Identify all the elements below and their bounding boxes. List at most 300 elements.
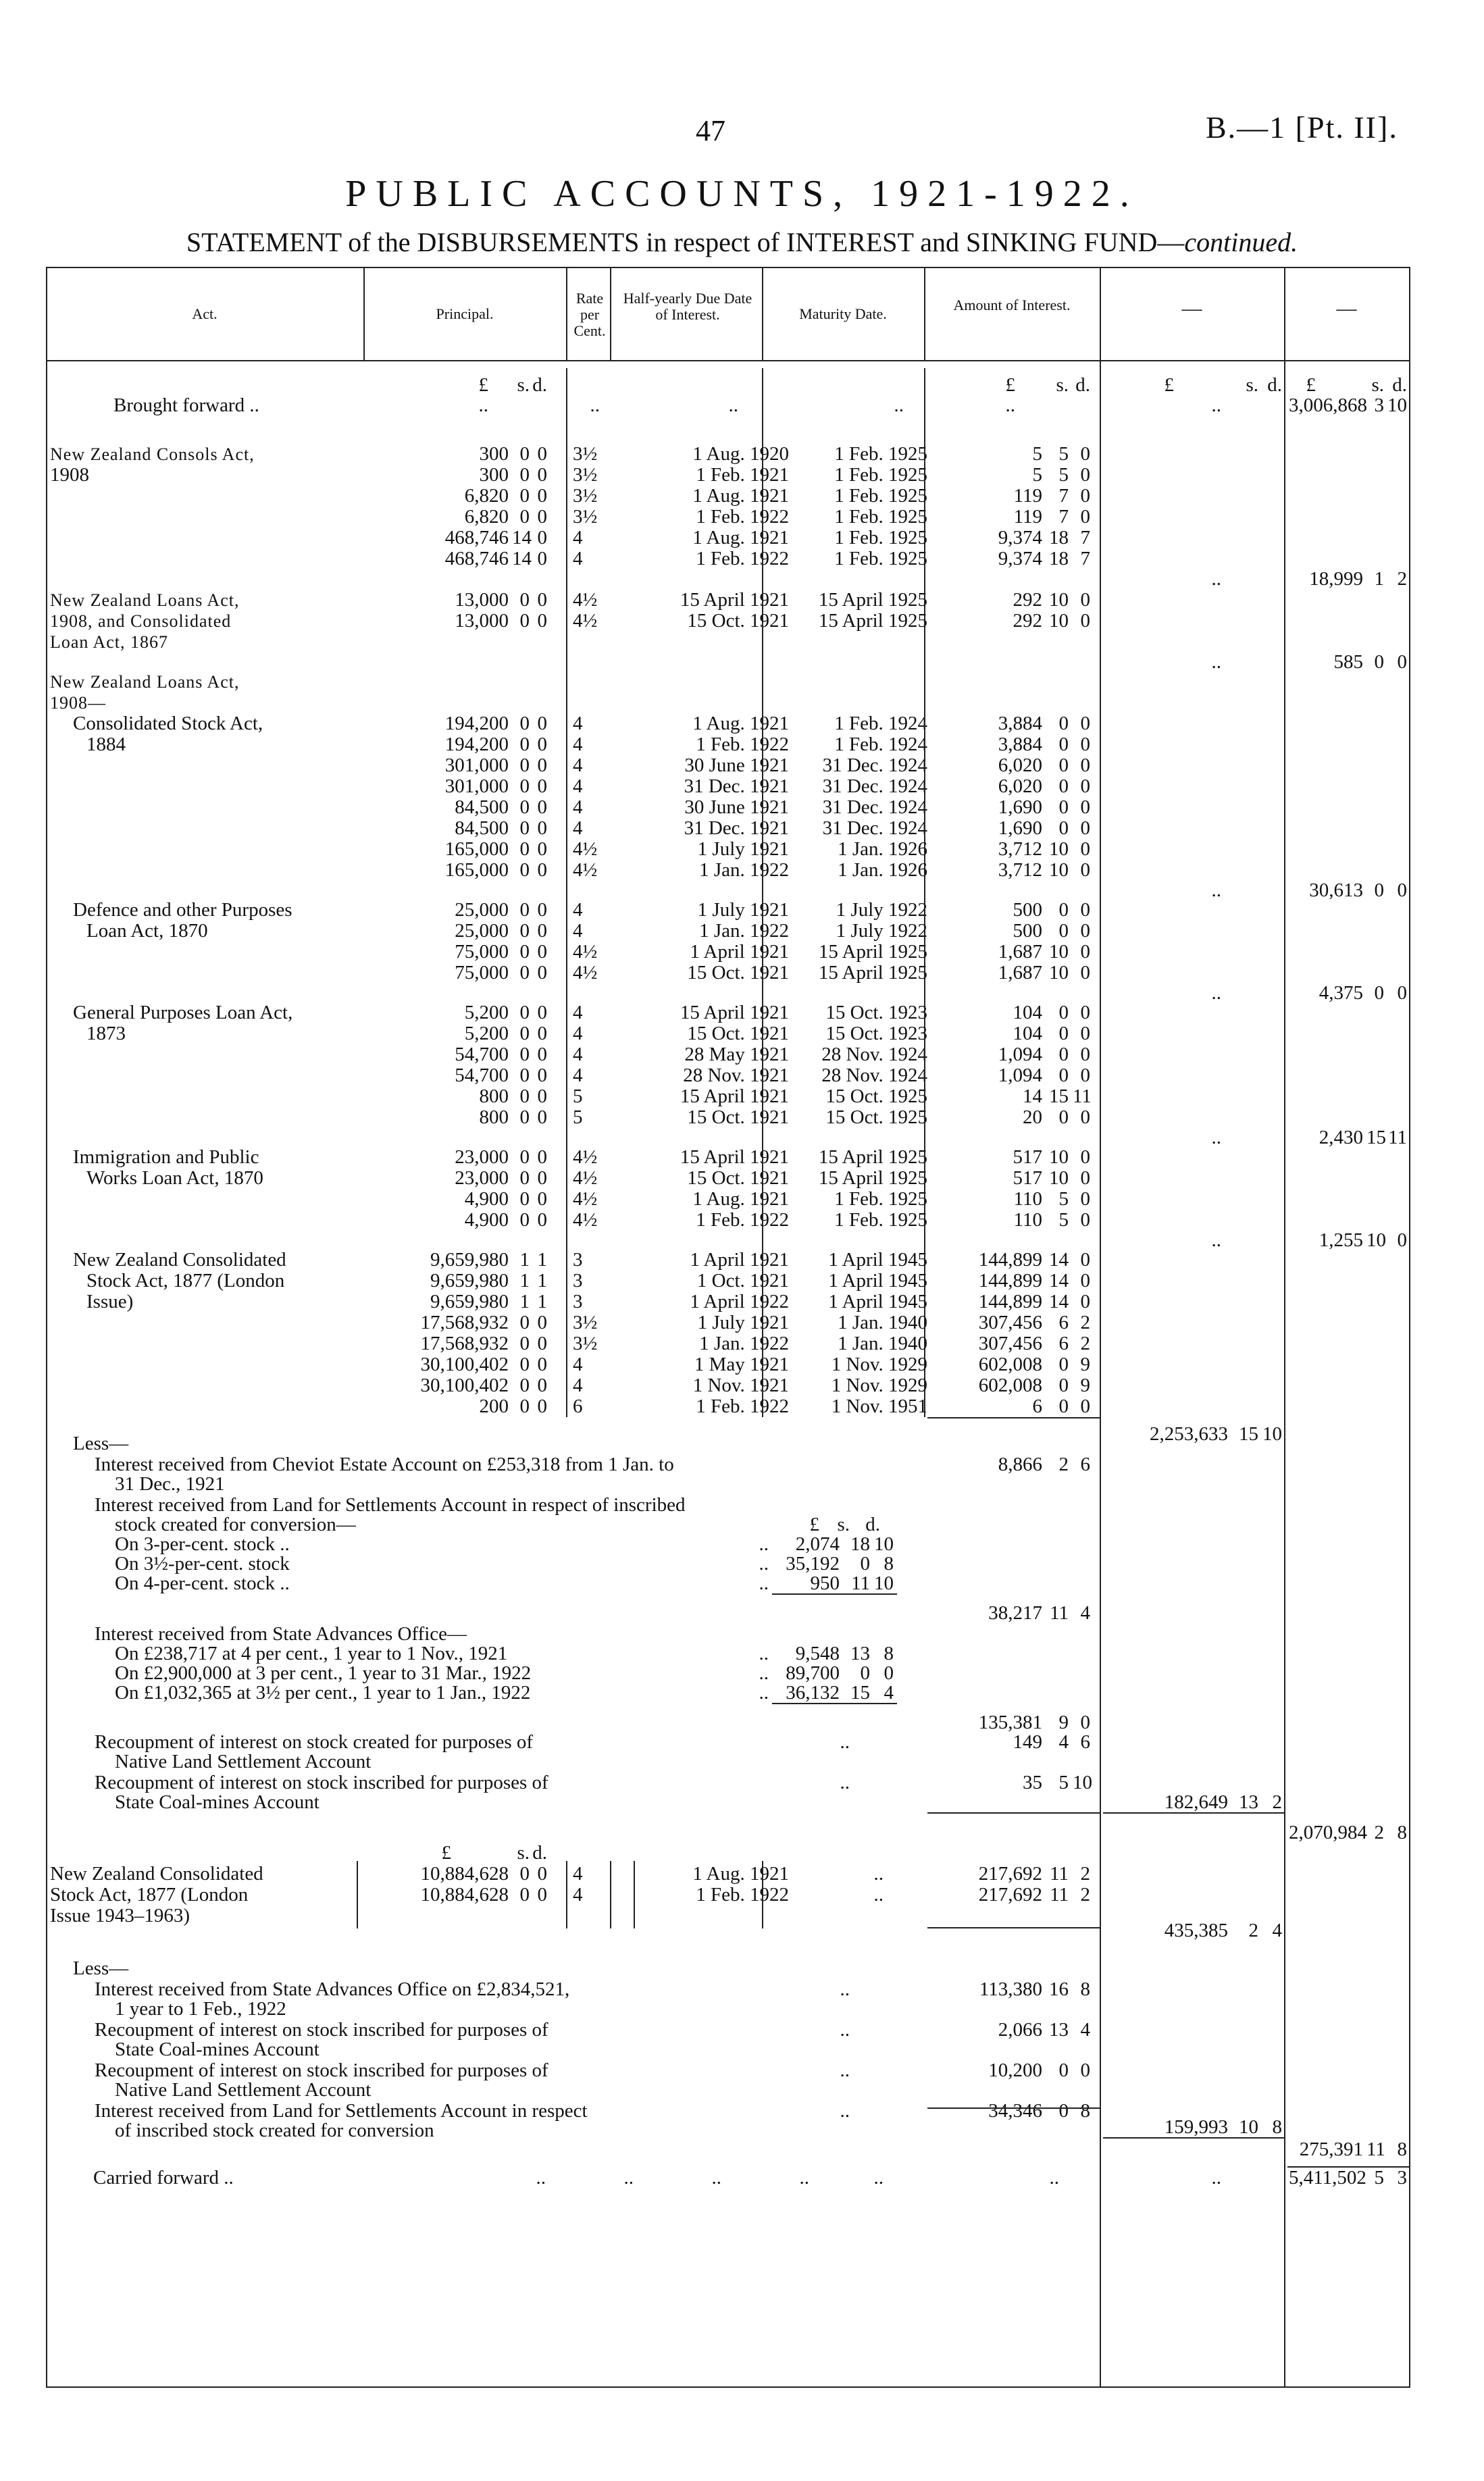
table-row [46, 1210, 1410, 1231]
interest-amount-pounds: 217,692 [978, 1884, 1042, 1905]
principal-pence: 0 [537, 527, 547, 548]
subtitle-text: STATEMENT of the DISBURSEMENTS in respect of INTEREST and SINKING FUND— [186, 227, 1185, 257]
dots: .. [759, 1643, 769, 1664]
due-date: 1 Aug. 1920 [692, 443, 789, 465]
table-row [46, 900, 1410, 921]
less-row [46, 1663, 1410, 1684]
act-name: 1908, and Consolidated [50, 611, 232, 631]
sao-total-pence: 0 [1080, 1712, 1090, 1733]
less2-total-pounds: 159,993 [1164, 2116, 1228, 2138]
group-total-pounds: 30,613 [1309, 879, 1363, 901]
principal-unit-pounds: £ [478, 374, 488, 396]
less-row [46, 1573, 1410, 1594]
dots: .. [840, 2100, 850, 2122]
act-name: New Zealand Loans Act, [50, 672, 240, 692]
due-date: 15 April 1921 [680, 1085, 789, 1107]
rate: 4 [573, 1023, 583, 1044]
due-date: 1 July 1921 [697, 1312, 789, 1333]
act-name: General Purposes Loan Act, [73, 1002, 293, 1023]
less2-amount-shillings: 16 [1049, 1978, 1069, 2000]
table-row [46, 1189, 1410, 1210]
principal-pounds: 6,820 [464, 485, 509, 507]
principal-shillings: 0 [519, 859, 530, 881]
interest-amount-pounds: 110 [1013, 1209, 1042, 1231]
principal-shillings: 0 [519, 962, 530, 983]
rate: 4½ [573, 1146, 598, 1168]
sao-item-label: On £1,032,365 at 3½ per cent., 1 year to 1 Jan., 1922 [115, 1682, 531, 1704]
header-col7: — [1181, 297, 1202, 319]
interest-amount-pounds: 5 [1032, 464, 1042, 486]
principal-pounds: 17,568,932 [420, 1333, 509, 1354]
lands-item-pounds: 2,074 [795, 1533, 840, 1555]
rule [566, 368, 567, 1417]
interest-amount-pence: 0 [1080, 775, 1090, 797]
principal-pence: 0 [537, 899, 547, 921]
maturity-date: 15 Oct. 1923 [825, 1002, 927, 1023]
interest-amount-pounds: 119 [1013, 485, 1042, 507]
due-date: 15 April 1921 [680, 1146, 789, 1168]
interest-amount-pence: 0 [1080, 1065, 1090, 1086]
principal-shillings: 0 [519, 443, 530, 465]
due-date: 1 July 1921 [697, 899, 789, 921]
table-row [46, 942, 1410, 963]
less-native-cont: Native Land Settlement Account [115, 1751, 372, 1772]
native-amount-pounds: 149 [1013, 1731, 1042, 1753]
interest-amount-shillings: 10 [1049, 859, 1069, 881]
due-date: 1 Feb. 1922 [696, 1209, 789, 1231]
table-row [46, 1086, 1410, 1107]
maturity-date: 31 Dec. 1924 [822, 775, 927, 797]
principal-pence: 0 [537, 1396, 547, 1417]
principal-pounds: 301,000 [444, 775, 509, 797]
lands-item-shillings: 18 [850, 1533, 870, 1555]
interest-amount-pence: 0 [1080, 796, 1090, 818]
interest-amount-shillings: 15 [1049, 1085, 1069, 1107]
principal-pounds: 800 [479, 1085, 509, 1107]
maturity-date: 1 April 1945 [828, 1270, 927, 1291]
due-date: 1 Oct. 1921 [696, 1270, 789, 1291]
interest-amount-pounds: 3,712 [998, 838, 1042, 860]
principal-pounds: 300 [479, 464, 509, 486]
dots: .. [1049, 2167, 1059, 2189]
interest-amount-pounds: 9,374 [998, 527, 1042, 548]
group-total-pence: 0 [1397, 982, 1407, 1004]
principal-pounds: 4,900 [464, 1188, 509, 1210]
act-name: 1908— [50, 693, 106, 713]
brought-forward-total-pence: 10 [1387, 394, 1407, 416]
group-total-shillings: 0 [1374, 879, 1384, 901]
principal-pence: 0 [537, 1085, 547, 1107]
principal-shillings: 0 [519, 775, 530, 797]
rate: 4 [573, 1863, 583, 1885]
dots: .. [1211, 568, 1221, 590]
principal-unit-pence: d. [532, 374, 547, 396]
due-date: 28 Nov. 1921 [683, 1065, 789, 1086]
less-row [46, 2020, 1410, 2041]
interest-amount-pounds: 110 [1013, 1188, 1042, 1210]
principal-pounds: 54,700 [455, 1065, 509, 1086]
principal-pence: 0 [537, 610, 547, 632]
cheviot-amount-pounds: 8,866 [998, 1454, 1042, 1475]
due-date: 1 Feb. 1922 [696, 506, 789, 528]
principal-pence: 0 [537, 1333, 547, 1354]
header-maturity: Maturity Date. [799, 305, 887, 322]
less2-amount-pounds: 2,066 [998, 2019, 1042, 2041]
principal-shillings: 0 [519, 817, 530, 839]
less2-item-cont: State Coal-mines Account [115, 2039, 319, 2060]
maturity-date: 1 Feb. 1925 [834, 464, 927, 486]
due-date: 1 Feb. 1922 [696, 548, 789, 569]
dots: .. [759, 1533, 769, 1555]
interest-amount-shillings: 5 [1058, 1188, 1069, 1210]
maturity-date: 1 Nov. 1951 [831, 1396, 927, 1417]
less-sao: Interest received from State Advances Office— [95, 1623, 467, 1645]
principal-shillings: 1 [519, 1249, 530, 1271]
act-name: New Zealand Consols Act, [50, 444, 255, 464]
principal-shillings: 0 [519, 1333, 530, 1354]
interest-amount-pence: 7 [1080, 548, 1090, 569]
table-row [46, 860, 1410, 881]
less2-amount-pounds: 34,346 [988, 2100, 1042, 2122]
dots: .. [894, 394, 904, 416]
principal-pounds: 194,200 [444, 713, 509, 734]
lands-item-shillings: 11 [851, 1572, 870, 1594]
interest-amount-pence: 0 [1080, 962, 1090, 983]
less-native: Recoupment of interest on stock created for purposes of [95, 1731, 534, 1753]
sao-item-pence: 0 [884, 1662, 894, 1684]
dots: .. [873, 1884, 884, 1905]
lands-item-pence: 8 [884, 1553, 894, 1575]
maturity-date: 15 April 1925 [818, 962, 927, 983]
group-total-pence: 0 [1397, 1229, 1407, 1251]
maturity-date: 1 April 1945 [828, 1249, 927, 1271]
maturity-date: 1 Jan. 1940 [838, 1333, 927, 1354]
units-row [46, 375, 1410, 396]
header-due-date: Half-yearly Due Date of Interest. [623, 290, 752, 323]
principal-shillings: 0 [519, 610, 530, 632]
table-row [46, 632, 1410, 653]
less1-total-pounds: 182,649 [1164, 1791, 1228, 1813]
maturity-date: 15 April 1925 [818, 1146, 927, 1168]
principal-shillings: 0 [519, 485, 530, 507]
interest-amount-shillings: 11 [1050, 1884, 1069, 1905]
less-row [46, 1683, 1410, 1704]
col8-unit-shillings: s. [1371, 374, 1384, 396]
principal-shillings: 1 [519, 1270, 530, 1291]
due-date: 30 June 1921 [684, 754, 789, 776]
rule [772, 1703, 897, 1704]
lands-total-pence: 4 [1080, 1602, 1090, 1624]
due-date: 15 Oct. 1921 [687, 1167, 789, 1189]
less-label: Less— [73, 1958, 129, 1979]
dots: .. [1211, 982, 1221, 1004]
subtitle-continued: continued. [1184, 227, 1298, 257]
interest-amount-pence: 2 [1080, 1333, 1090, 1354]
subtotal-1-shillings: 15 [1239, 1423, 1258, 1445]
less2-total-pence: 8 [1272, 2116, 1282, 2138]
sao-item-pence: 8 [884, 1643, 894, 1664]
principal-pounds: 5,200 [464, 1023, 509, 1044]
principal-pence: 0 [537, 1002, 547, 1023]
maturity-date: 28 Nov. 1924 [821, 1044, 927, 1065]
interest-amount-pounds: 602,008 [978, 1375, 1042, 1396]
interest-amount-shillings: 14 [1049, 1270, 1069, 1291]
interest-amount-pence: 0 [1080, 838, 1090, 860]
less-row [46, 1732, 1410, 1753]
dots: .. [840, 1978, 850, 2000]
interest-amount-pence: 0 [1080, 920, 1090, 942]
sao-item-pounds: 9,548 [795, 1643, 840, 1664]
table-row [46, 444, 1410, 465]
principal-pence: 0 [537, 838, 547, 860]
col7-unit-shillings: s. [1246, 374, 1258, 396]
principal-pounds: 75,000 [455, 941, 509, 963]
rate: 3½ [573, 464, 598, 486]
less-row [46, 1979, 1410, 2000]
less1-total-shillings: 13 [1239, 1791, 1258, 1813]
less2-amount-pence: 8 [1080, 2100, 1090, 2122]
less-label-row [46, 1433, 1410, 1454]
interest-amount-shillings: 0 [1058, 1044, 1069, 1065]
less2-amount-pence: 0 [1080, 2060, 1090, 2081]
maturity-date: 15 April 1925 [818, 610, 927, 632]
less-row [46, 1534, 1410, 1555]
act-name: Immigration and Public [73, 1146, 259, 1168]
interest-amount-shillings: 18 [1049, 548, 1069, 569]
interest-amount-pounds: 104 [1013, 1023, 1042, 1044]
less-row [46, 1999, 1410, 2020]
dots: .. [840, 2060, 850, 2081]
act-name: 1908 [50, 464, 89, 486]
interest-amount-shillings: 6 [1058, 1312, 1069, 1333]
principal-pounds: 4,900 [464, 1209, 509, 1231]
maturity-date: 1 Feb. 1925 [834, 1188, 927, 1210]
maturity-date: 15 Oct. 1923 [825, 1023, 927, 1044]
carried-forward-label: Carried forward .. [93, 2167, 234, 2189]
interest-amount-pounds: 517 [1013, 1167, 1042, 1189]
principal-shillings: 0 [519, 1354, 530, 1375]
interest-amount-shillings: 10 [1049, 589, 1069, 611]
cheviot-amount-shillings: 2 [1058, 1454, 1069, 1475]
interest-amount-pounds: 307,456 [978, 1312, 1042, 1333]
act-name: Consolidated Stock Act, [73, 713, 263, 734]
principal-shillings: 0 [519, 920, 530, 942]
rate: 3 [573, 1249, 583, 1271]
principal-pence: 0 [537, 962, 547, 983]
maturity-date: 1 Feb. 1924 [834, 713, 927, 734]
less2-item-cont: 1 year to 1 Feb., 1922 [115, 1998, 286, 2020]
principal-pence: 0 [537, 485, 547, 507]
maturity-date: 15 Oct. 1925 [825, 1085, 927, 1107]
interest-amount-shillings: 10 [1049, 962, 1069, 983]
table-row [46, 776, 1410, 797]
less-row [46, 1643, 1410, 1664]
act-name: New Zealand Consolidated [50, 1863, 263, 1885]
due-date: 1 April 1922 [690, 1291, 789, 1312]
principal-pounds: 13,000 [455, 589, 509, 611]
group-total-pounds: 585 [1333, 651, 1363, 673]
rule [1103, 2137, 1284, 2139]
table-row [46, 963, 1410, 983]
amount-unit-shillings: s. [1056, 374, 1069, 396]
due-date: 1 Feb. 1922 [696, 1396, 789, 1417]
rate: 3½ [573, 506, 598, 528]
interest-amount-shillings: 0 [1058, 734, 1069, 755]
interest-amount-pounds: 144,899 [978, 1249, 1042, 1271]
interest-amount-pence: 0 [1080, 610, 1090, 632]
principal-shillings: 0 [519, 838, 530, 860]
principal-pence: 0 [537, 1146, 547, 1168]
interest-amount-pounds: 3,884 [998, 734, 1042, 755]
rate: 4 [573, 1044, 583, 1065]
inner-unit-pounds: £ [809, 1514, 819, 1535]
rule [634, 1861, 635, 1928]
page-title: PUBLIC ACCOUNTS, 1921-1922. [345, 173, 1139, 215]
table-row [46, 713, 1410, 734]
page-subtitle [0, 226, 1484, 258]
group-total-pounds: 4,375 [1319, 982, 1363, 1004]
interest-amount-pence: 0 [1080, 1291, 1090, 1312]
maturity-date: 1 Feb. 1925 [834, 443, 927, 465]
rate: 4½ [573, 962, 598, 983]
less2-net-pence: 8 [1397, 2139, 1407, 2160]
principal-shillings: 0 [519, 1002, 530, 1023]
rate: 4 [573, 734, 583, 755]
maturity-date: 31 Dec. 1924 [822, 817, 927, 839]
due-date: 1 May 1921 [694, 1354, 789, 1375]
act-name: New Zealand Consolidated [73, 1249, 286, 1271]
dots: .. [840, 1772, 850, 1793]
native-amount-pence: 6 [1080, 1731, 1090, 1753]
interest-amount-pounds: 500 [1013, 920, 1042, 942]
less2-amount-shillings: 0 [1058, 2060, 1069, 2081]
interest-amount-pence: 0 [1080, 1146, 1090, 1168]
dots: .. [590, 394, 600, 416]
principal-pence: 0 [537, 464, 547, 486]
principal-pounds: 468,746 [444, 527, 509, 548]
dots: .. [840, 2019, 850, 2041]
interest-amount-shillings: 18 [1049, 527, 1069, 548]
group-total-shillings: 15 [1366, 1127, 1386, 1148]
less2-net-pounds: 275,391 [1299, 2139, 1363, 2160]
due-date: 15 Oct. 1921 [687, 962, 789, 983]
principal-shillings: 0 [519, 1884, 530, 1905]
interest-amount-pence: 0 [1080, 817, 1090, 839]
rule [927, 2107, 1100, 2109]
sao-item-label: On £238,717 at 4 per cent., 1 year to 1 Nov., 1921 [115, 1643, 508, 1664]
principal-shillings: 0 [519, 796, 530, 818]
rate: 4½ [573, 1209, 598, 1231]
header-rate: Rate per Cent. [573, 290, 606, 339]
interest-amount-pounds: 500 [1013, 899, 1042, 921]
maturity-date: 1 Nov. 1929 [831, 1375, 927, 1396]
due-date: 1 Jan. 1922 [699, 1333, 789, 1354]
lands-item-pounds: 35,192 [786, 1553, 840, 1575]
rate: 6 [573, 1396, 583, 1417]
london-subtotal-pence: 4 [1272, 1920, 1282, 1941]
lands-item-pence: 10 [874, 1572, 894, 1594]
due-date: 28 May 1921 [684, 1044, 789, 1065]
interest-amount-pence: 9 [1080, 1354, 1090, 1375]
lands-total-pounds: 38,217 [988, 1602, 1042, 1624]
table-row [46, 1375, 1410, 1396]
less-lands-cont: stock created for conversion— [115, 1514, 356, 1535]
rule [610, 1861, 611, 1928]
less-row [46, 1624, 1410, 1645]
london-unit-shillings: s. [517, 1842, 530, 1864]
maturity-date: 15 April 1925 [818, 1167, 927, 1189]
principal-pence: 0 [537, 1188, 547, 1210]
interest-amount-pence: 0 [1080, 443, 1090, 465]
table-row [46, 590, 1410, 611]
principal-pounds: 13,000 [455, 610, 509, 632]
group-total-row [46, 880, 1410, 901]
native-amount-shillings: 4 [1058, 1731, 1069, 1753]
less2-amount-shillings: 13 [1049, 2019, 1069, 2041]
interest-amount-pounds: 3,884 [998, 713, 1042, 734]
interest-amount-pence: 0 [1080, 1270, 1090, 1291]
due-date: 15 April 1921 [680, 589, 789, 611]
due-date: 1 Jan. 1922 [699, 859, 789, 881]
due-date: 1 Jan. 1922 [699, 920, 789, 942]
interest-amount-shillings: 0 [1058, 1002, 1069, 1023]
interest-amount-shillings: 5 [1058, 1209, 1069, 1231]
less-row [46, 1792, 1410, 1813]
interest-amount-pence: 0 [1080, 1188, 1090, 1210]
interest-amount-shillings: 0 [1058, 1375, 1069, 1396]
rate: 4½ [573, 941, 598, 963]
principal-pence: 0 [537, 548, 547, 569]
principal-shillings: 0 [519, 734, 530, 755]
less-coal: Recoupment of interest on stock inscribed for purposes of [95, 1772, 548, 1793]
units-row [46, 1843, 1410, 1864]
rule [46, 267, 1410, 268]
table-row [46, 611, 1410, 632]
principal-pounds: 9,659,980 [430, 1270, 509, 1291]
principal-shillings: 0 [519, 1106, 530, 1128]
maturity-date: 1 April 1945 [828, 1291, 927, 1312]
interest-amount-shillings: 0 [1058, 1354, 1069, 1375]
principal-pounds: 54,700 [455, 1044, 509, 1065]
rule [566, 267, 567, 360]
due-date: 15 Oct. 1921 [687, 1023, 789, 1044]
principal-shillings: 0 [519, 1188, 530, 1210]
less-lands: Interest received from Land for Settlements Account in respect of inscribed [95, 1494, 686, 1516]
table-row [46, 1023, 1410, 1044]
less2-item: Recoupment of interest on stock inscribed for purposes of [95, 2019, 548, 2041]
rate: 3½ [573, 485, 598, 507]
principal-pounds: 84,500 [455, 817, 509, 839]
principal-pence: 0 [537, 713, 547, 734]
table-row [46, 818, 1410, 839]
maturity-date: 1 Feb. 1925 [834, 548, 927, 569]
rule [924, 368, 925, 1417]
rule [46, 360, 1410, 361]
maturity-date: 15 April 1925 [818, 941, 927, 963]
principal-pounds: 10,884,628 [420, 1884, 509, 1905]
header-col8: — [1336, 297, 1357, 319]
due-date: 1 April 1921 [690, 941, 789, 963]
less2-item-cont: of inscribed stock created for conversion [115, 2120, 434, 2141]
principal-shillings: 0 [519, 899, 530, 921]
table-row [46, 1250, 1410, 1271]
group-total-row [46, 652, 1410, 673]
interest-amount-pounds: 5 [1032, 443, 1042, 465]
principal-pence: 0 [537, 443, 547, 465]
dots: .. [1211, 1127, 1221, 1148]
principal-shillings: 0 [519, 713, 530, 734]
interest-amount-shillings: 14 [1049, 1249, 1069, 1271]
